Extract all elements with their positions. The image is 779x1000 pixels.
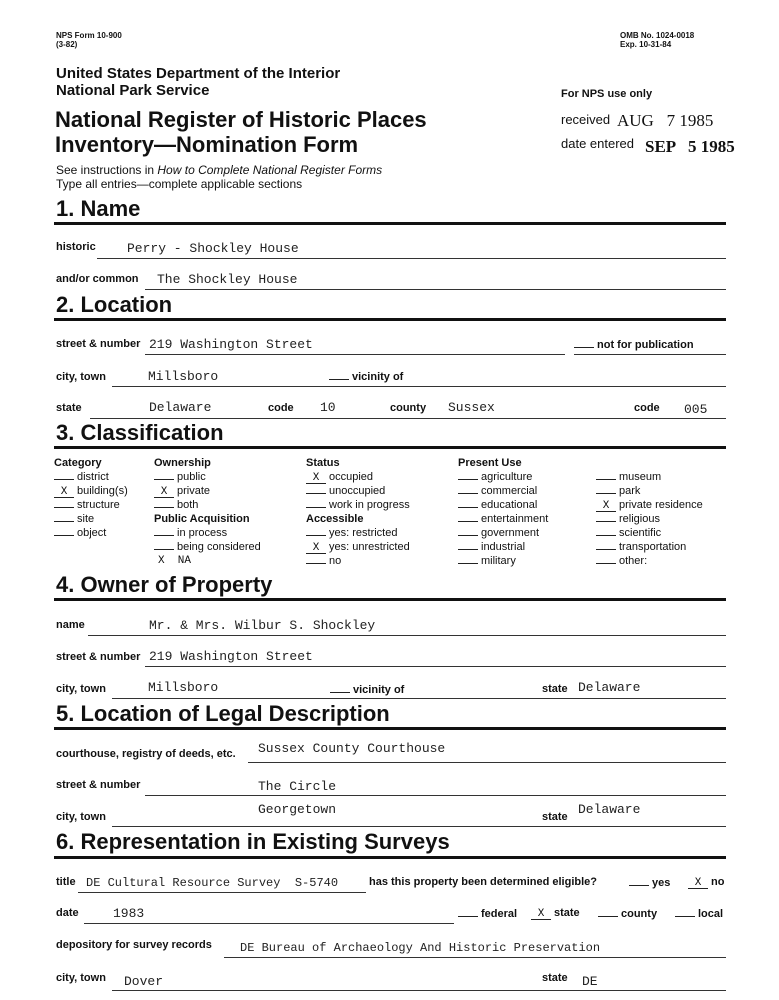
legal-city-line: [112, 826, 726, 827]
survey-county[interactable]: county: [598, 907, 657, 920]
section-1-heading: 1. Name: [56, 196, 141, 221]
present-use-option[interactable]: park: [596, 484, 703, 498]
common-line: [145, 289, 726, 290]
loc-code-value[interactable]: 10: [320, 400, 336, 415]
category-option[interactable]: site: [54, 512, 128, 526]
omb-number: OMB No. 1024-0018: [620, 31, 695, 40]
survey-state2-value[interactable]: DE: [582, 974, 598, 989]
survey-date-value[interactable]: 1983: [113, 906, 145, 921]
legal-state-label: state: [542, 811, 568, 823]
loc-city-line: [112, 386, 726, 387]
status-option[interactable]: work in progress: [306, 498, 410, 512]
loc-state-value[interactable]: Delaware: [149, 400, 212, 415]
survey-date-label: date: [56, 907, 79, 919]
accessible-head: Accessible: [306, 513, 364, 525]
survey-state[interactable]: X state: [531, 907, 580, 920]
category-option[interactable]: X building(s): [54, 484, 128, 498]
present-use-option[interactable]: other:: [596, 554, 703, 568]
entered-label: date entered: [561, 136, 635, 151]
section-3-heading: 3. Classification: [56, 420, 224, 445]
section-2-rule: [54, 318, 726, 321]
section-2-heading: 2. Location: [56, 292, 173, 317]
received-label: received: [561, 112, 611, 127]
loc-code2-value[interactable]: 005: [684, 402, 708, 417]
present-use-option[interactable]: transportation: [596, 540, 703, 554]
form-revision: (3-82): [56, 40, 78, 49]
present-use-option[interactable]: scientific: [596, 526, 703, 540]
present-use-option[interactable]: government: [458, 526, 548, 540]
survey-city-line: [112, 990, 726, 991]
ownership-column: [154, 456, 261, 568]
section-3-rule: [54, 446, 726, 449]
omb-expiry: Exp. 10-31-84: [620, 40, 672, 49]
legal-street-label: street & number: [56, 779, 141, 791]
loc-street-value[interactable]: 219 Washington Street: [149, 337, 313, 352]
loc-code-label: code: [268, 402, 294, 414]
owner-name-label: name: [56, 619, 85, 631]
owner-street-label: street & number: [56, 651, 141, 663]
owner-state-value[interactable]: Delaware: [578, 680, 641, 695]
owner-city-line: [112, 698, 726, 699]
owner-name-line: [88, 635, 726, 636]
depository-value[interactable]: DE Bureau of Archaeology And Historic Preservation: [240, 941, 601, 955]
ownership-head: Ownership: [154, 457, 211, 469]
eligible-question: has this property been determined eligible?: [369, 876, 597, 888]
legal-city-label: city, town: [56, 811, 106, 823]
service-name: National Park Service: [56, 82, 210, 99]
courthouse-label: courthouse, registry of deeds, etc.: [56, 748, 236, 760]
form-title-line1: National Register of Historic Places: [55, 107, 427, 132]
category-head: Category: [54, 457, 102, 469]
present-use-column-1: [458, 456, 548, 568]
nps-use-label: For NPS use only: [561, 88, 653, 100]
survey-local[interactable]: local: [675, 907, 723, 920]
survey-state2-label: state: [542, 972, 568, 984]
loc-state-line: [90, 418, 726, 419]
loc-state-label: state: [56, 402, 82, 414]
historic-line: [97, 258, 726, 259]
legal-street-value[interactable]: The Circle: [258, 779, 337, 794]
section-4-rule: [54, 598, 726, 601]
entered-stamp: SEP 5 1985: [645, 137, 735, 156]
survey-title-line: [78, 892, 366, 893]
acquisition-option[interactable]: being considered: [154, 540, 261, 554]
ownership-option[interactable]: public: [154, 470, 261, 484]
loc-city-value[interactable]: Millsboro: [148, 369, 219, 384]
depository-line: [224, 957, 726, 958]
eligible-yes[interactable]: yes: [629, 876, 670, 889]
instructions-see: See instructions in How to Complete National Register Forms: [56, 163, 383, 177]
category-option[interactable]: district: [54, 470, 128, 484]
loc-city-label: city, town: [56, 371, 106, 383]
present-use-option[interactable]: military: [458, 554, 548, 568]
courthouse-line: [248, 762, 726, 763]
department-name: United States Department of the Interior: [56, 65, 341, 82]
owner-name-value[interactable]: Mr. & Mrs. Wilbur S. Shockley: [149, 618, 376, 633]
present-use-option[interactable]: X private residence: [596, 498, 703, 512]
loc-county-label: county: [390, 402, 427, 414]
category-option[interactable]: structure: [54, 498, 128, 512]
present-use-column-2: [596, 470, 703, 568]
section-6-rule: [54, 856, 726, 859]
section-5-heading: 5. Location of Legal Description: [56, 701, 390, 726]
ownership-option[interactable]: X private: [154, 484, 261, 498]
common-value[interactable]: The Shockley House: [157, 272, 298, 287]
loc-vicinity: vicinity of: [329, 370, 403, 383]
accessible-option[interactable]: no: [306, 554, 410, 568]
present-use-option[interactable]: educational: [458, 498, 548, 512]
status-column: [306, 456, 410, 568]
present-use-option[interactable]: commercial: [458, 484, 548, 498]
owner-city-value[interactable]: Millsboro: [148, 680, 219, 695]
section-1-rule: [54, 222, 726, 225]
courthouse-value[interactable]: Sussex County Courthouse: [258, 741, 446, 756]
form-title-line2: Inventory—Nomination Form: [55, 132, 359, 157]
status-option[interactable]: unoccupied: [306, 484, 410, 498]
legal-street-line: [145, 795, 726, 796]
legal-state-value[interactable]: Delaware: [578, 802, 641, 817]
eligible-no[interactable]: X no: [688, 876, 724, 889]
status-option[interactable]: X occupied: [306, 470, 410, 484]
owner-state-label: state: [542, 683, 568, 695]
loc-street-line: [145, 354, 565, 355]
historic-value[interactable]: Perry - Shockley House: [127, 241, 299, 256]
instructions-type: Type all entries—complete applicable sections: [56, 177, 303, 191]
accessible-option[interactable]: yes: restricted: [306, 526, 410, 540]
present-use-option[interactable]: religious: [596, 512, 703, 526]
survey-city-value[interactable]: Dover: [124, 974, 164, 989]
section-6-heading: 6. Representation in Existing Surveys: [56, 829, 450, 854]
survey-city-label: city, town: [56, 972, 106, 984]
loc-street-label: street & number: [56, 338, 141, 350]
survey-title-label: title: [56, 876, 76, 888]
form-number: NPS Form 10-900: [56, 31, 122, 40]
owner-street-line: [145, 666, 726, 667]
category-column: [54, 456, 128, 540]
present-use-option[interactable]: museum: [596, 470, 703, 484]
survey-date-line: [84, 923, 454, 924]
status-head: Status: [306, 457, 340, 469]
not-for-publication: not for publication: [574, 338, 694, 351]
not-pub-line: [574, 354, 726, 355]
loc-county-value[interactable]: Sussex: [448, 400, 495, 415]
historic-label: historic: [56, 241, 96, 253]
accessible-option[interactable]: X yes: unrestricted: [306, 540, 410, 554]
category-option[interactable]: object: [54, 526, 128, 540]
present-use-head: Present Use: [458, 457, 522, 469]
depository-label: depository for survey records: [56, 939, 212, 951]
present-use-option[interactable]: agriculture: [458, 470, 548, 484]
public-acquisition-head: Public Acquisition: [154, 513, 250, 525]
loc-code2-label: code: [634, 402, 660, 414]
received-stamp: AUG 7 1985: [617, 111, 714, 130]
ownership-option[interactable]: both: [154, 498, 261, 512]
acquisition-option[interactable]: in process: [154, 526, 261, 540]
owner-vicinity: vicinity of: [330, 683, 404, 696]
survey-federal[interactable]: federal: [458, 907, 517, 920]
owner-city-label: city, town: [56, 683, 106, 695]
common-label: and/or common: [56, 273, 139, 285]
owner-street-value[interactable]: 219 Washington Street: [149, 649, 313, 664]
acquisition-note: X NA: [158, 555, 192, 567]
section-5-rule: [54, 727, 726, 730]
legal-city-value[interactable]: Georgetown: [258, 802, 337, 817]
present-use-option[interactable]: entertainment: [458, 512, 548, 526]
section-4-heading: 4. Owner of Property: [56, 572, 273, 597]
present-use-option[interactable]: industrial: [458, 540, 548, 554]
survey-title-value[interactable]: DE Cultural Resource Survey S-5740: [86, 876, 339, 890]
